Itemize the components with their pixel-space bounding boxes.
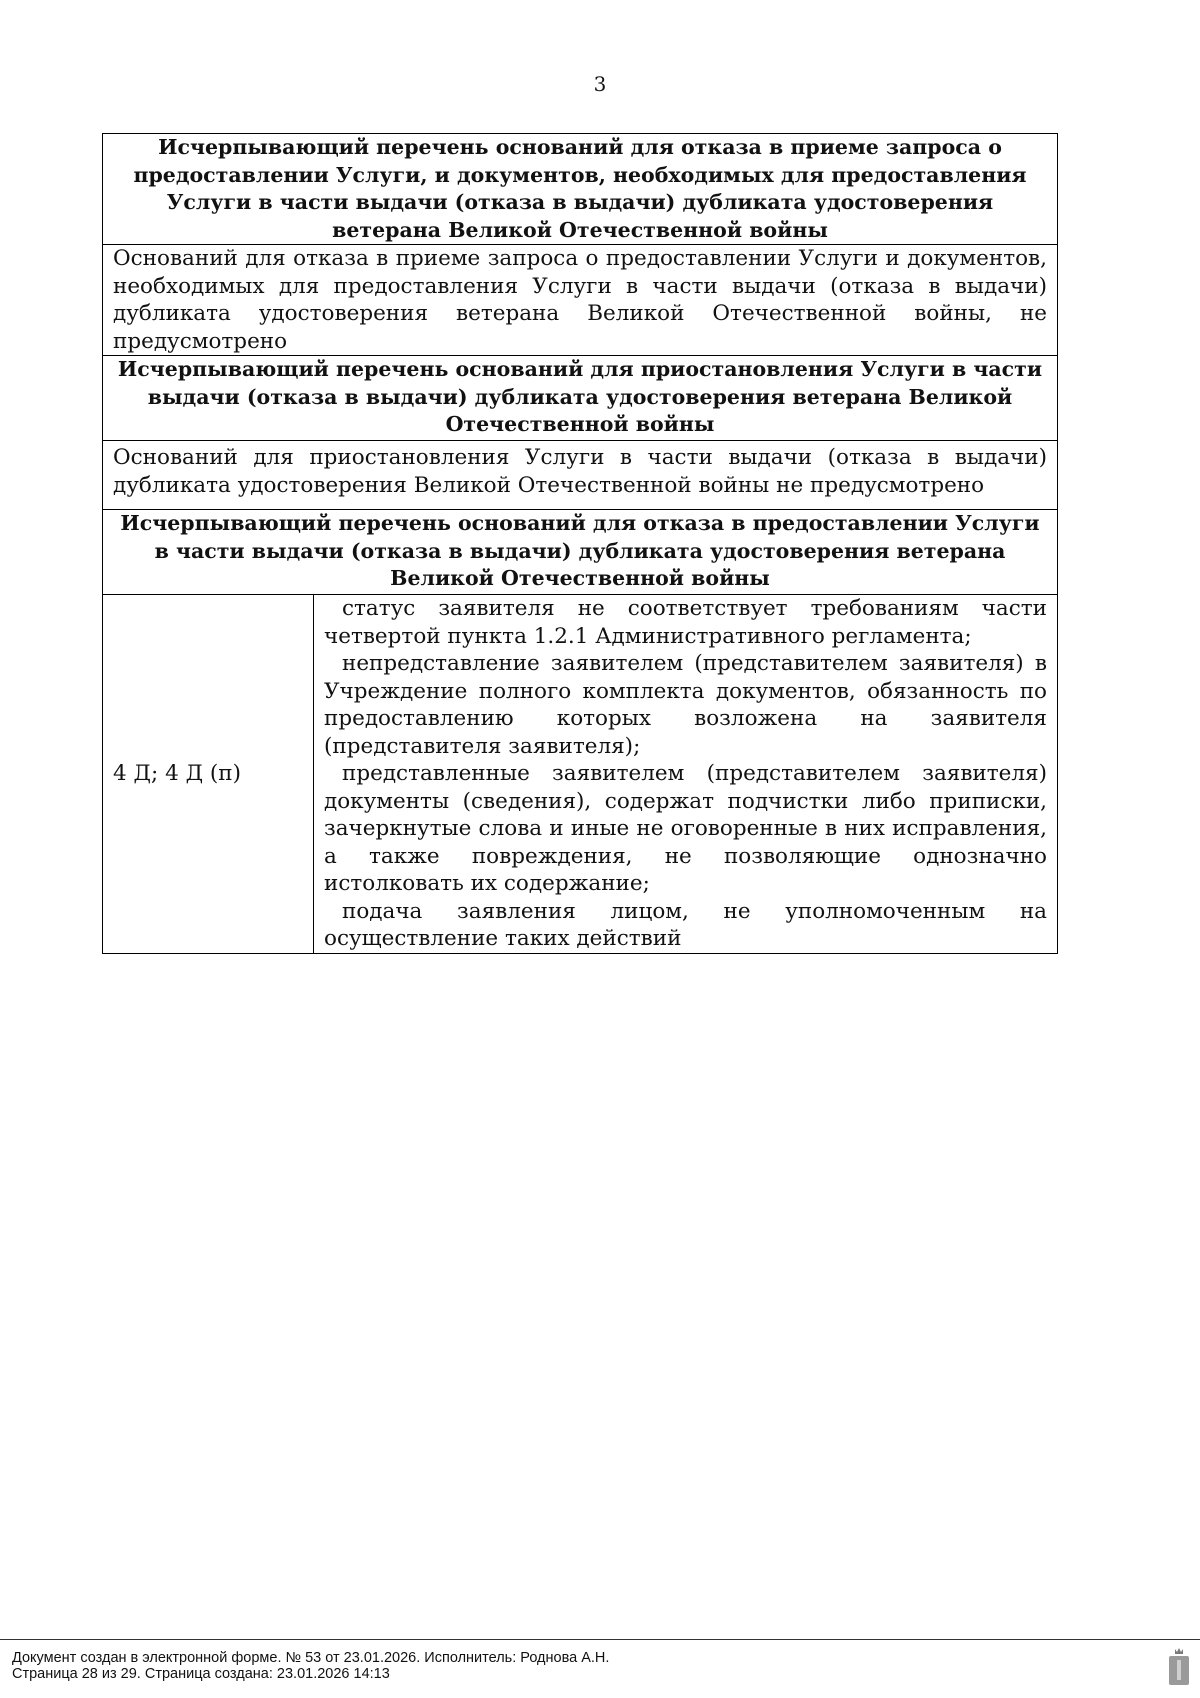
reasons-cell bbox=[314, 595, 1058, 954]
footer bbox=[0, 1639, 1200, 1682]
table-row bbox=[103, 245, 1058, 356]
reason-item: статус заявителя не соответствует требованиям части четвертой пункта 1.2.1 Административного регламента; bbox=[324, 596, 1047, 649]
footer-text bbox=[12, 1650, 609, 1682]
table-row bbox=[103, 441, 1058, 510]
section-text-refusal-acceptance: Оснований для отказа в приеме запроса о предоставлении Услуги и документов, необходимых для предоставления Услуги в части выдачи (отказа в выдачи) дубликата удостоверения ветерана Великой Отечественной войны, не предусмотрено bbox=[103, 245, 1058, 356]
basis-code-cell: 4 Д; 4 Д (п) bbox=[103, 595, 314, 954]
footer-document-info: Документ создан в электронной форме. № 53 от 23.01.2026. Исполнитель: Роднова А.Н. bbox=[12, 1650, 610, 1666]
reason-item: подача заявления лицом, не уполномоченным на осуществление таких действий bbox=[324, 898, 1047, 951]
table-row bbox=[103, 356, 1058, 441]
footer-page-info: Страница 28 из 29. Страница создана: 23.01.2026 14:13 bbox=[12, 1666, 390, 1682]
section-header-suspension: Исчерпывающий перечень оснований для приостановления Услуги в части выдачи (отказа в выдачи) дубликата удостоверения ветерана Великой Отечественной войны bbox=[103, 356, 1058, 441]
reason-item: непредставление заявителем (представителем заявителя) в Учреждение полного комплекта документов, обязанность по предоставлению которых возложена на заявителя (представителя заявителя); bbox=[324, 651, 1047, 759]
table-row bbox=[103, 595, 1058, 954]
section-header-refusal-service: Исчерпывающий перечень оснований для отказа в предоставлении Услуги в части выдачи (отказа в выдачи) дубликата удостоверения ветерана Великой Отечественной войны bbox=[103, 510, 1058, 595]
grounds-table bbox=[102, 133, 1058, 954]
reason-item: представленные заявителем (представителем заявителя) документы (сведения), содержат подчистки либо приписки, зачеркнутые слова и иные не оговоренные в них исправления, а также повреждения, не позволяющие однозначно истолковать их содержание; bbox=[324, 761, 1047, 896]
section-text-suspension: Оснований для приостановления Услуги в части выдачи (отказа в выдачи) дубликата удостоверения Великой Отечественной войны не предусмотрено bbox=[103, 441, 1058, 510]
coat-of-arms-icon bbox=[1168, 1646, 1190, 1686]
table-row bbox=[103, 134, 1058, 245]
table-row bbox=[103, 510, 1058, 595]
section-header-refusal-acceptance: Исчерпывающий перечень оснований для отказа в приеме запроса о предоставлении Услуги, и документов, необходимых для предоставления Услуги в части выдачи (отказа в выдачи) дубликата удостоверения ветерана Великой Отечественной войны bbox=[103, 134, 1058, 245]
page-number: 3 bbox=[593, 72, 607, 96]
